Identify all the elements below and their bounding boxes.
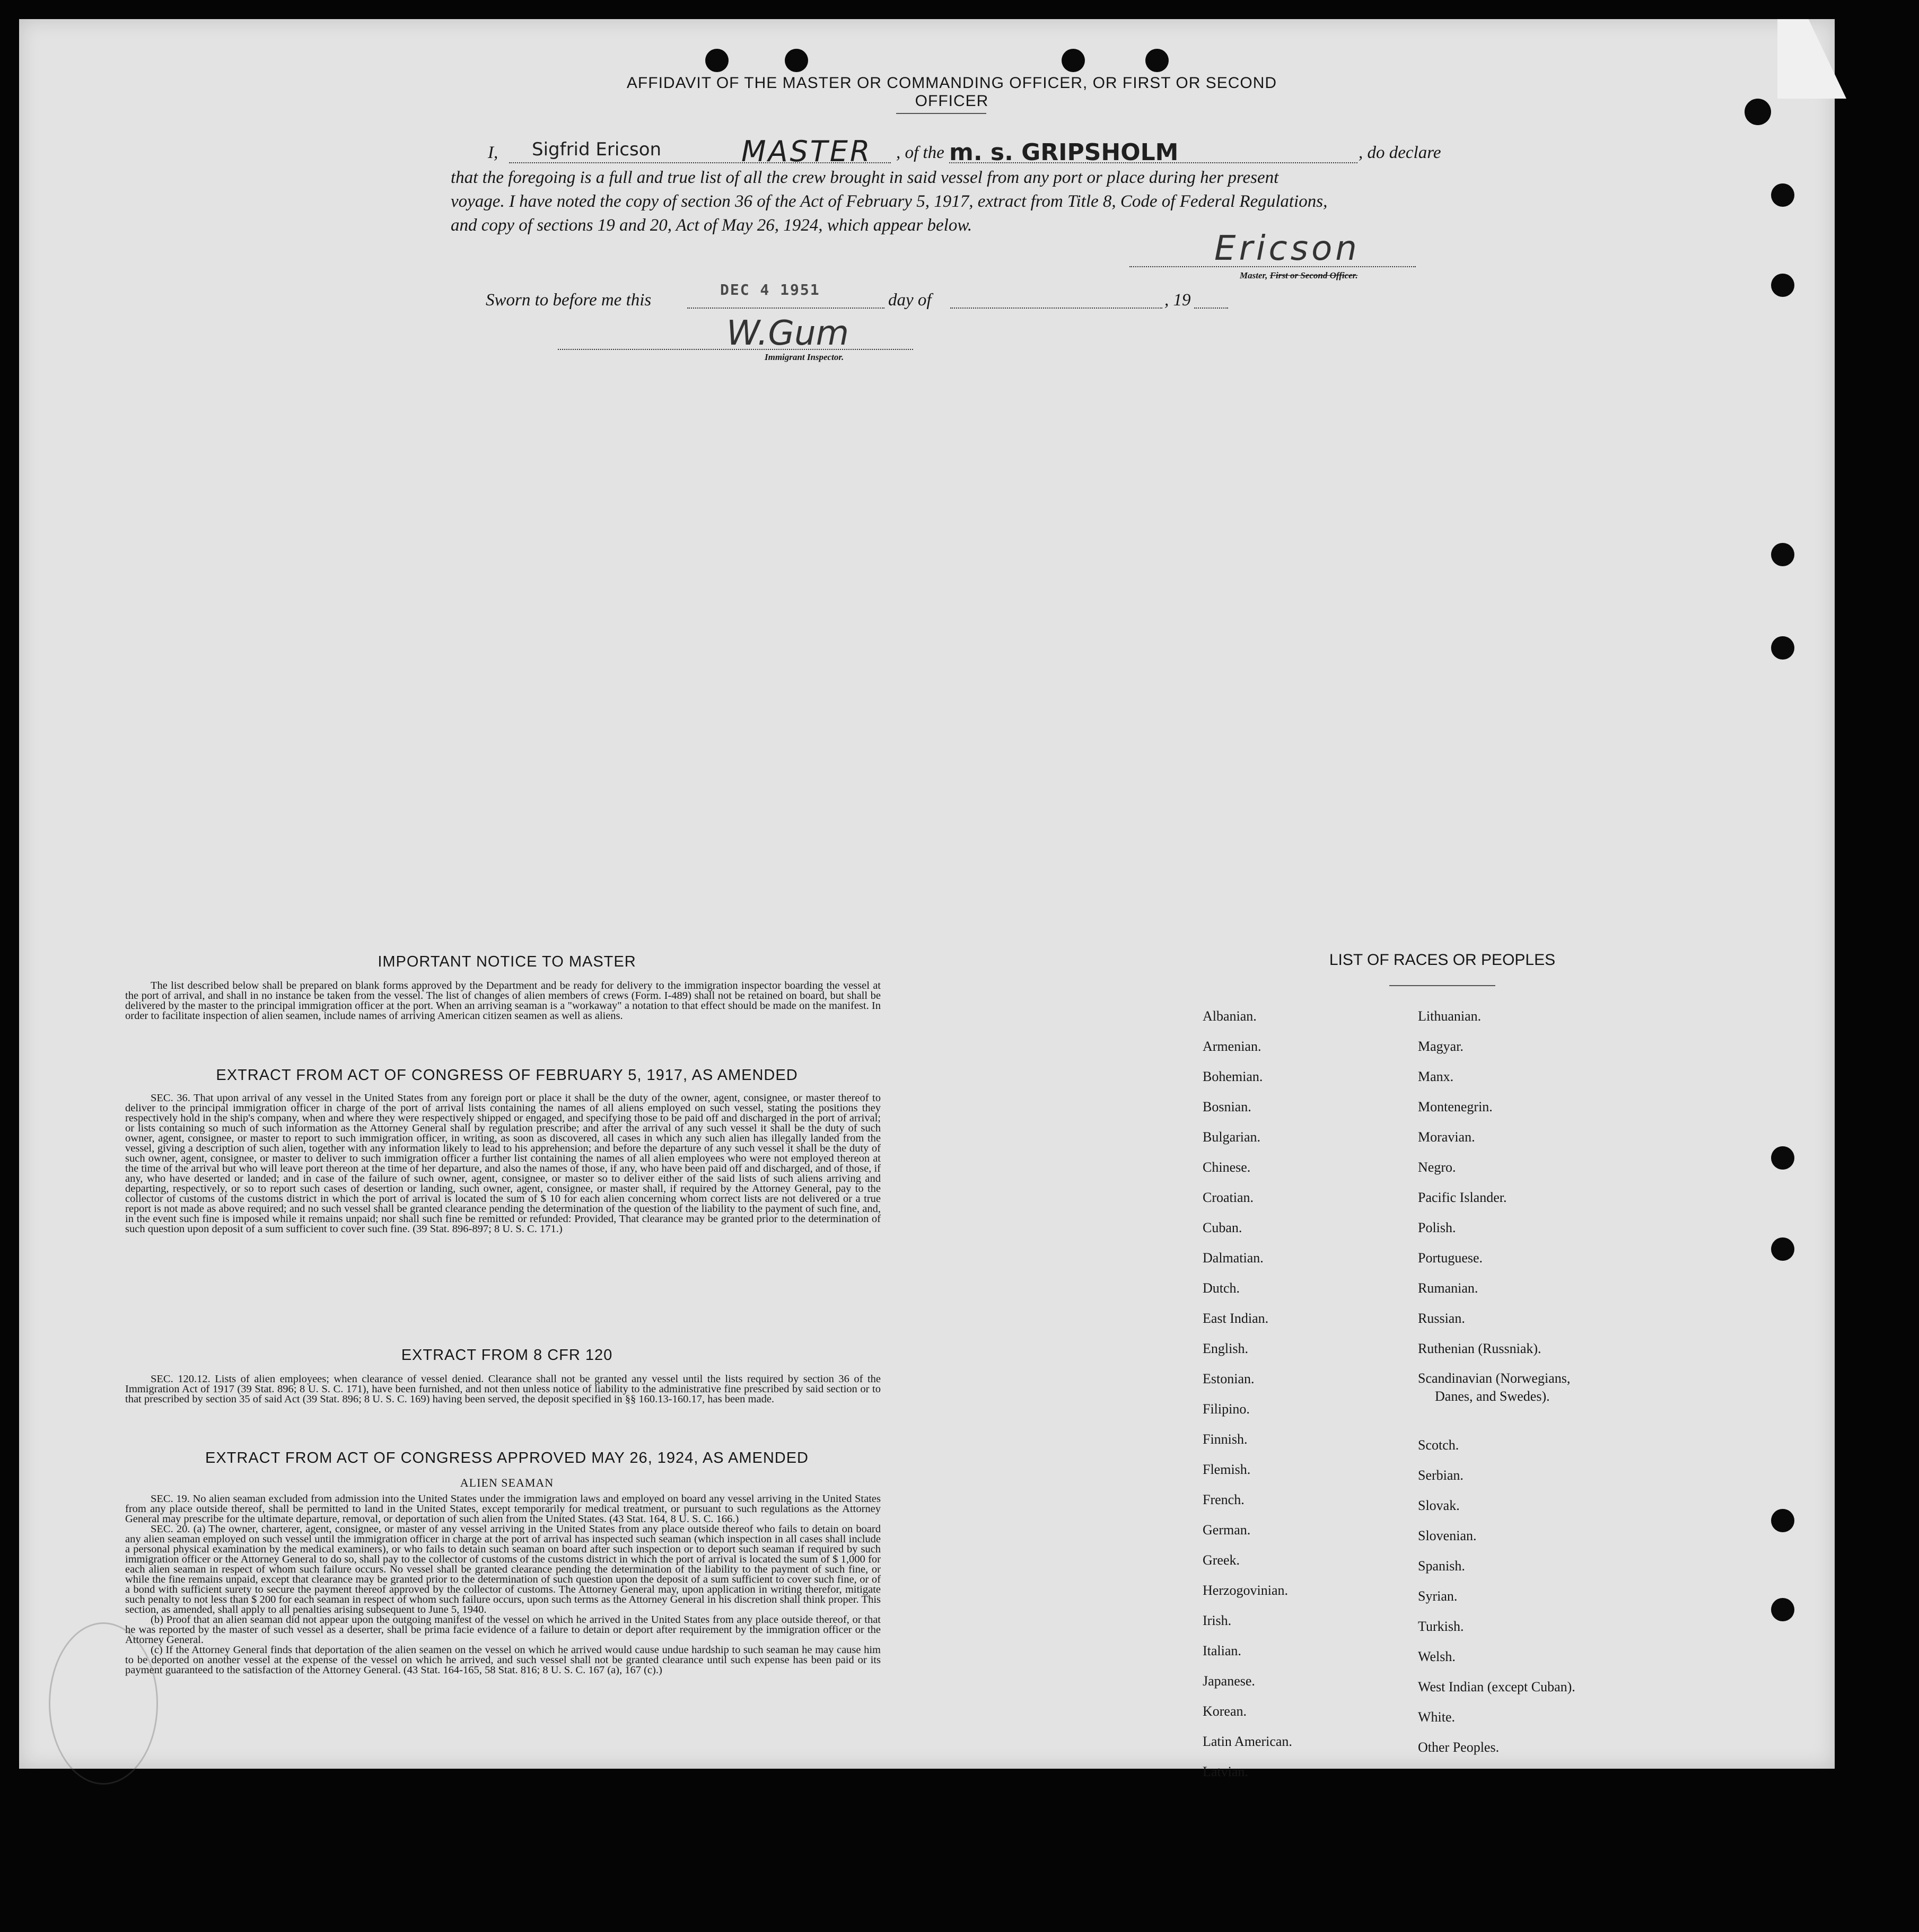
race-item: Dalmatian. (1203, 1250, 1264, 1266)
punch-hole (1771, 1598, 1794, 1621)
race-item: Japanese. (1203, 1673, 1255, 1689)
races-heading-rule (1389, 985, 1495, 986)
race-item: Dutch. (1203, 1280, 1240, 1296)
race-item: Turkish. (1418, 1619, 1464, 1634)
race-item: Latvian. (1203, 1764, 1248, 1779)
race-item: Other Peoples. (1418, 1740, 1500, 1755)
races-heading: LIST OF RACES OR PEOPLES (1329, 951, 1556, 969)
sec-20b-paragraph: (b) Proof that an alien seaman did not appear upon the outgoing manifest of the vessel on which he arrived in the United States from any place outside thereof, or that he was reported by the master of such vessel as a deserter, shall be prima facie evidence of a failure to detain or deport after requirement by the immigration officer or the Attorney General. (125, 1614, 881, 1646)
of-the-label: , of the (896, 143, 944, 162)
extract-cfr-body (125, 1374, 881, 1425)
punch-hole (705, 49, 729, 72)
race-item: Negro. (1418, 1160, 1456, 1175)
races-column-2 (1418, 1001, 1575, 1762)
master-caption (1240, 270, 1358, 281)
race-item: Danes, and Swedes). (1435, 1389, 1550, 1404)
punch-hole (1771, 1146, 1794, 1170)
extract-1917-paragraph: SEC. 36. That upon arrival of any vessel in the United States from any foreign port or place it shall be the duty of the owner, agent, consignee, or master thereof to deliver to the principal immigration officer in charge of the port of arrival lists containing the names of all aliens employed on such vessel, stating the positions they respectively hold in the ship's company, when and where they were respectively shipped or engaged, and specifying those to be paid off and discharged in the port of arrival; or lists containing so much of such information as the Attorney General shall by regulation prescribe; and after the arrival of any such vessel it shall be the duty of such owner, agent, consignee, or master to report to such immigration officer, in writing, as soon as discovered, all cases in which any such alien has illegally landed from the vessel, giving a description of such alien, together with any information likely to lead to his apprehension; and before the departure of any such vessel it shall be the duty of such owner, agent, consignee, or master to deliver to such immigration officer a further list containing the names of all alien employees who were not employed thereon at the time of the arrival but who will leave port thereon at the time of her departure, and also the names of those, if any, who have been paid off and discharged, and of those, if any, who have deserted or landed; and in case of the failure of such owner, agent, consignee, or master so to deliver either of the said lists of such aliens arriving and departing, respectively, or so to report such cases of desertion or landing, such owner, agent, consignee, or master shall, if required by the Attorney General, pay to the collector of customs of the customs district in which the port of arrival is located the sum of $ 10 for each alien concerning whom correct lists are not delivered or a true report is not made as above required; and no such vessel shall be granted clearance pending the determination of the question of the liability to the payment of such fine, and, in the event such fine is imposed while it remains unpaid; nor shall such fine be remitted or refunded: Provided, That clearance may be granted prior to the determination of such question upon deposit of a sum sufficient to cover such fine. (39 Stat. 896-897; 8 U. S. C. 171.) (125, 1092, 881, 1235)
inspector-signature: W.Gum (726, 314, 849, 353)
race-item: Finnish. (1203, 1432, 1248, 1447)
punch-hole (1771, 1237, 1794, 1261)
vessel-dotline (949, 162, 1357, 163)
race-item: Portuguese. (1418, 1250, 1483, 1266)
affidavit-i-label: I, (488, 143, 498, 162)
do-declare-label: , do declare (1359, 143, 1441, 162)
race-item: Chinese. (1203, 1160, 1251, 1175)
inspector-caption: Immigrant Inspector. (765, 352, 844, 362)
extract-cfr-heading: EXTRACT FROM 8 CFR 120 (401, 1347, 613, 1364)
year-label: , 19 (1164, 291, 1191, 310)
title-rule (896, 113, 986, 114)
extract-1917-body (125, 1093, 881, 1327)
day-of-label: day of (888, 291, 932, 310)
race-item: Lithuanian. (1418, 1008, 1482, 1024)
race-item: Polish. (1418, 1220, 1456, 1235)
races-column-1 (1203, 1001, 1292, 1787)
race-item: Bulgarian. (1203, 1129, 1261, 1145)
folded-corner (1777, 19, 1846, 99)
race-item: White. (1418, 1709, 1456, 1725)
race-item: Syrian. (1418, 1588, 1458, 1604)
race-item: Slovenian. (1418, 1528, 1477, 1543)
race-item: Russian. (1418, 1311, 1465, 1326)
notice-heading: IMPORTANT NOTICE TO MASTER (378, 953, 636, 970)
notice-paragraph: The list described below shall be prepared on blank forms approved by the Department and be ready for delivery to the immigration inspector boarding the vessel at the port of arrival, and shall in no instance be taken from the vessel. The list of changes of alien members of crews (Form. I-489) shall not be retained on board, but shall be delivered by the master to the principal immigration officer at the port. When an arriving seaman is a "workaway" a notation to that effect should be made on the manifest. In order to facilitate inspection of alien seamen, include names of arriving American citizen seamen as well as aliens. (125, 980, 881, 1022)
alien-seaman-subheading: ALIEN SEAMAN (460, 1476, 554, 1489)
punch-hole (1145, 49, 1169, 72)
month-dotline (950, 308, 1162, 309)
race-item: Greek. (1203, 1552, 1240, 1568)
race-item: Croatian. (1203, 1190, 1254, 1205)
race-item: West Indian (except Cuban). (1418, 1679, 1575, 1694)
race-item: Montenegrin. (1418, 1099, 1493, 1114)
race-item: Slovak. (1418, 1498, 1460, 1513)
punch-hole (1771, 543, 1794, 566)
punch-hole (1771, 1509, 1794, 1532)
race-item: Armenian. (1203, 1039, 1261, 1054)
year-dotline (1194, 308, 1228, 309)
notice-body (125, 981, 881, 1042)
extract-cfr-paragraph: SEC. 120.12. Lists of alien employees; when clearance of vessel denied. Clearance shall not be granted any vessel until the lists required by section 36 of the Immigration Act of 1917 (39 Stat. 896; 8 U. S. C. 171), have been furnished, and not then unless notice of liability to the administrative fine prescribed by said section or to that prescribed by section 35 of said Act (39 Stat. 896; 8 U. S. C. 169) having been served, the deposit specified in §§ 160.13-160.17, has been made. (125, 1373, 881, 1405)
race-item: Ruthenian (Russniak). (1418, 1341, 1541, 1356)
punch-hole (1771, 636, 1794, 660)
race-item: Filipino. (1203, 1401, 1250, 1417)
signature-dotline (1129, 266, 1416, 267)
affidavit-line-2: that the foregoing is a full and true list of all the crew brought in said vessel from any port or place during her present (451, 168, 1279, 187)
punch-hole (1062, 49, 1085, 72)
extract-1917-heading: EXTRACT FROM ACT OF CONGRESS OF FEBRUARY 5, 1917, AS AMENDED (216, 1067, 798, 1084)
master-rank-handwritten: MASTER (741, 135, 872, 168)
sec-20a-paragraph: SEC. 20. (a) The owner, charterer, agent, consignee, or master of any vessel arriving in the United States from any place outside thereof who fails to detain on board any alien seaman employed on such vessel until the immigration officer in charge at the port of arrival has inspected such seaman (which inspection in all cases shall include a personal physical examination by the medical examiners), or who fails to detain such seaman on board after such inspection or to deport such seaman if required by such immigration officer or the Attorney General to do so, shall pay to the collector of customs of the customs district in which the port of arrival is located the sum of $ 1,000 for each alien seaman in respect of whom such failure occurs. No vessel shall be granted clearance pending the determination of the liability to the payment of such fine, or while the fine remains unpaid, except that clearance may be granted prior to the determination of such question upon the deposit of a sum sufficient to cover such fine, or of a bond with sufficient surety to secure the payment thereof approved by the collector of customs. The Attorney General may, upon application in writing therefor, mitigate such penalty to not less than $ 200 for each seaman in respect of whom such failure occurs, upon such terms as the Attorney General in his discretion shall think proper. This section, as amended, shall apply to all penalties arising subsequent to June 5, 1940. (125, 1523, 881, 1615)
sworn-label: Sworn to before me this (486, 291, 652, 310)
punch-hole (785, 49, 808, 72)
race-item: Manx. (1418, 1069, 1454, 1084)
extract-1924-body (125, 1494, 881, 1775)
affidavit-line-4: and copy of sections 19 and 20, Act of May 26, 1924, which appear below. (451, 216, 972, 235)
sec-20c-paragraph: (c) If the Attorney General finds that deportation of the alien seamen on the vessel on which he arrived would cause undue hardship to such seaman he may cause him to be deported on another vessel at the expense of the vessel on which he arrived, and such vessel shall not be granted clearance until such expense has been paid or its payment guaranteed to the satisfaction of the Attorney General. (43 Stat. 164-165, 58 Stat. 816; 8 U. S. C. 167 (a), 167 (c).) (125, 1644, 881, 1676)
race-item: Herzogovinian. (1203, 1583, 1289, 1598)
race-item: English. (1203, 1341, 1248, 1356)
race-item: Italian. (1203, 1643, 1241, 1658)
race-item: German. (1203, 1522, 1251, 1538)
race-item: Spanish. (1418, 1558, 1465, 1574)
race-item: Flemish. (1203, 1462, 1251, 1477)
master-caption-struck: First or Second Officer. (1269, 270, 1358, 280)
affidavit-title: AFFIDAVIT OF THE MASTER OR COMMANDING OFFICER, OR FIRST OR SECOND OFFICER (626, 74, 1277, 110)
sworn-date-stamp: DEC 4 1951 (720, 281, 820, 298)
sec-19-paragraph: SEC. 19. No alien seaman excluded from admission into the United States under the immigration laws and employed on board any vessel arriving in the United States from any place outside thereof, shall be permitted to land in the United States, except temporarily for medical treatment, or pursuant to such regulations as the Attorney General may prescribe for the ultimate departure, removal, or deportation of such alien from the United States. (43 Stat. 164, 8 U. S. C. 166.) (125, 1493, 881, 1525)
race-item: Serbian. (1418, 1468, 1464, 1483)
race-item: Latin American. (1203, 1734, 1292, 1749)
race-item: Estonian. (1203, 1371, 1255, 1386)
punch-hole (1771, 183, 1794, 207)
inspector-dotline (558, 349, 913, 350)
race-item: Korean. (1203, 1703, 1247, 1719)
race-item: Welsh. (1418, 1649, 1456, 1664)
race-item: Pacific Islander. (1418, 1190, 1507, 1205)
sworn-date-dotline (687, 308, 884, 309)
race-item: Cuban. (1203, 1220, 1242, 1235)
race-item: Bosnian. (1203, 1099, 1251, 1114)
master-signature: Ericson (1214, 229, 1360, 268)
vessel-name-stamp: m. s. GRIPSHOLM (949, 139, 1179, 166)
race-item: French. (1203, 1492, 1245, 1507)
race-item: Rumanian. (1418, 1280, 1478, 1296)
race-item: East Indian. (1203, 1311, 1269, 1326)
race-item: Moravian. (1418, 1129, 1475, 1145)
affidavit-line-3: voyage. I have noted the copy of section 36 of the Act of February 5, 1917, extract from Title 8, Code of Federal Regulations, (451, 192, 1328, 211)
race-item: Scandinavian (Norwegians, (1418, 1371, 1571, 1386)
extract-1924-heading: EXTRACT FROM ACT OF CONGRESS APPROVED MAY 26, 1924, AS AMENDED (205, 1450, 809, 1466)
race-item: Irish. (1203, 1613, 1232, 1628)
race-item: Bohemian. (1203, 1069, 1263, 1084)
master-caption-master: Master, (1240, 270, 1268, 280)
race-item: Albanian. (1203, 1008, 1257, 1024)
race-item: Scotch. (1418, 1437, 1459, 1453)
embossed-seal (49, 1622, 158, 1785)
punch-hole (1771, 274, 1794, 297)
master-name: Sigfrid Ericson (532, 139, 662, 160)
race-item: Magyar. (1418, 1039, 1464, 1054)
punch-hole (1745, 99, 1771, 125)
